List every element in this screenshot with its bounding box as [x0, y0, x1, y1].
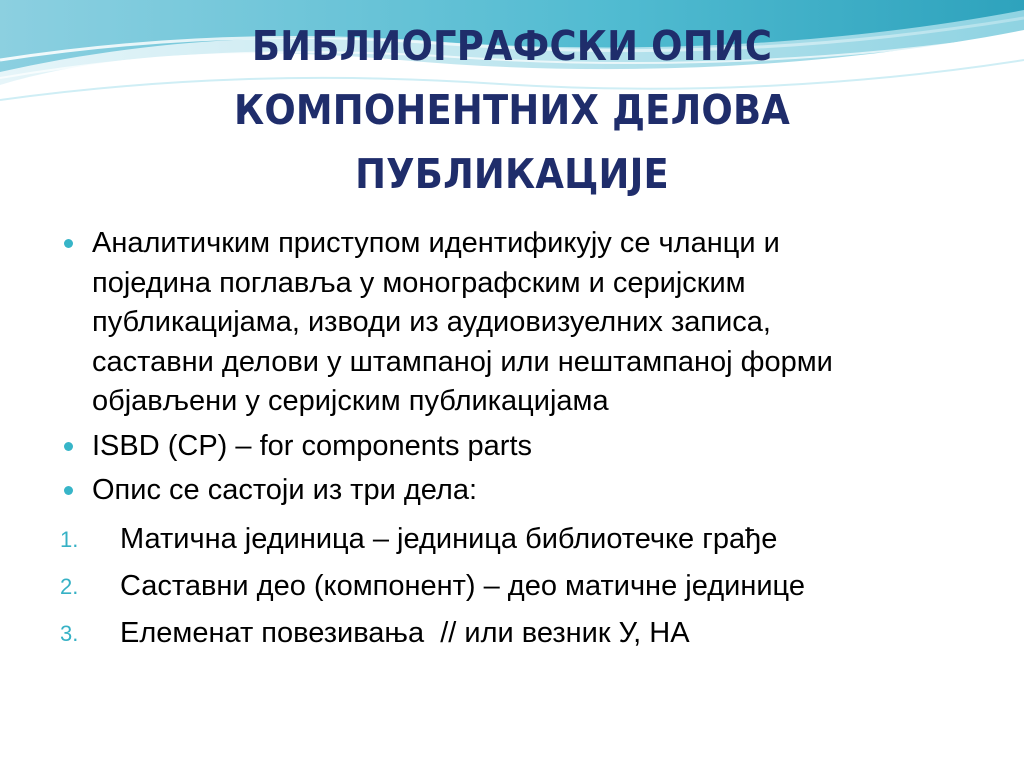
title-line: БИБЛИОГРАФСКИ ОПИС [251, 22, 773, 70]
numbered-marker: 2. [60, 573, 79, 599]
bullet-item [60, 224, 980, 422]
bullet-text-line: поједина поглавља у монографским и серијским [92, 266, 746, 299]
bullet-item [60, 471, 980, 511]
numbered-text: Матична јединица – јединица библиотечке грађе [120, 522, 778, 555]
bullet-text-line: Опис се састоји из три дела: [92, 474, 478, 506]
title-line: ПУБЛИКАЦИЈЕ [355, 150, 669, 198]
bullet-text-line: саставни делови у штампаној или нештампаној форми [92, 345, 833, 378]
bullet-text-line: ISBD (CP) – for components parts [92, 429, 532, 462]
numbered-text: Елеменат повезивања // или везник У, НА [120, 616, 690, 649]
title-line: КОМПОНЕНТНИХ ДЕЛОВА [233, 86, 791, 134]
bullet-dot-icon [64, 239, 73, 248]
numbered-marker: 3. [60, 620, 79, 646]
bullet-dot-icon [64, 442, 73, 451]
bullet-text-line: објављени у серијским публикацијама [92, 385, 609, 417]
numbered-item [60, 610, 980, 657]
bullet-item [60, 427, 980, 467]
numbered-item [60, 563, 980, 610]
bullet-text-line: Аналитичким приступом идентификују се чланци и [92, 227, 780, 259]
bullet-dot-icon [64, 486, 73, 495]
numbered-marker: 1. [60, 526, 79, 552]
slide-title [100, 14, 924, 206]
slide-body [60, 224, 980, 657]
bullet-text-line: публикацијама, изводи из аудиовизуелних записа, [92, 306, 771, 338]
numbered-text: Саставни део (компонент) – део матичне јединице [120, 569, 805, 602]
numbered-item [60, 516, 980, 563]
